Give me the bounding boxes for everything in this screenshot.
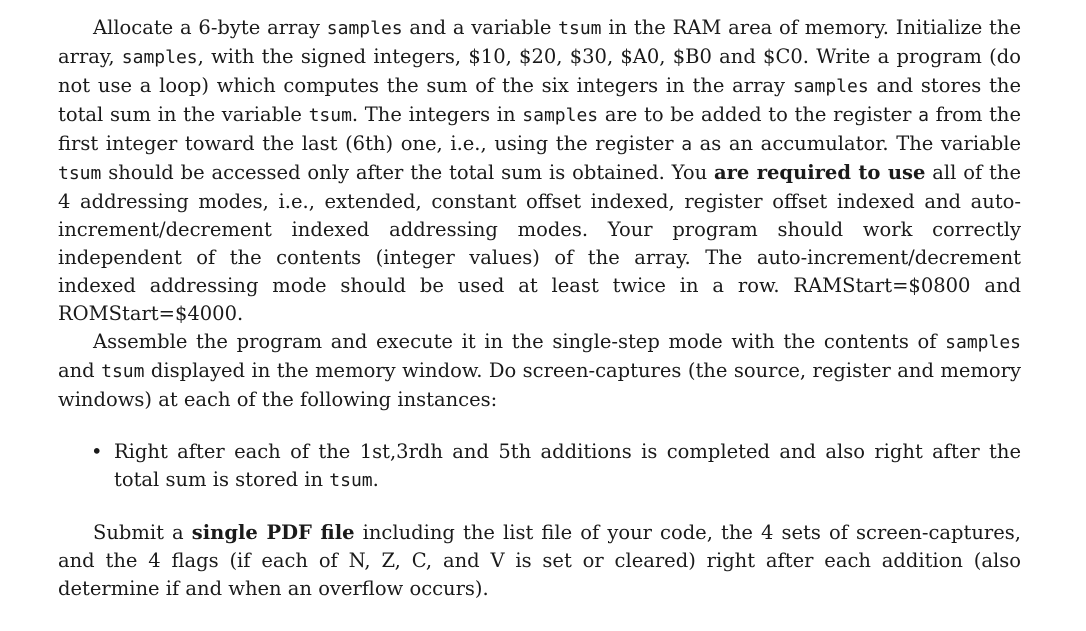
text-run: Allocate a 6-byte array	[93, 16, 327, 39]
submission-paragraph	[58, 519, 1021, 603]
text-run: Right after each of the 1st,3rdh and 5th additions is completed and also right after the total sum is stored in	[114, 440, 1021, 491]
code-tsum: tsum	[101, 361, 145, 382]
code-tsum: tsum	[58, 163, 102, 184]
code-samples: samples	[326, 18, 403, 39]
code-samples: samples	[945, 332, 1021, 353]
list-item	[58, 438, 1021, 495]
text-run: and	[58, 359, 102, 382]
bullet-icon: •	[91, 440, 103, 463]
code-tsum: tsum	[558, 18, 602, 39]
text-run: including the list file of your code, the 4 sets of screen-captures, and the 4 flags (if each of N, Z, C, and V is set or cleared) right after each addition (also determine if and when an overflow occurs).	[58, 521, 1021, 600]
code-samples: samples	[522, 105, 599, 126]
emphasis-required: are required to use	[714, 161, 926, 184]
procedure-paragraph	[58, 328, 1021, 414]
instructions-paragraph	[58, 14, 1021, 328]
text-run: are to be added to the register	[598, 103, 919, 126]
text-run: Assemble the program and execute it in the single-step mode with the contents of	[93, 330, 946, 353]
text-run: as an accumulator. The variable	[692, 132, 1021, 155]
code-register-a: a	[918, 105, 929, 126]
text-run: all of the 4 addressing modes, i.e., extended, constant offset indexed, register offset indexed and auto-increment/decrement indexed addressing modes. Your program should work correctly independent of the contents (integer values) of the array. The auto-increment/decrement indexed addressing mode should be used at least twice in a row. RAMStart=$0800 and ROMStart=$4000.	[58, 161, 1021, 325]
text-run: in the RAM area of memory. Initialize the array,	[58, 16, 1021, 68]
text-run: , with the signed integers, $10, $20, $30, $A0, $B0 and $C0. Write a program (do not use a loop) which computes the sum of the six integers in the array	[58, 45, 1022, 97]
text-run: and stores the total sum in the variable	[58, 74, 1022, 126]
text-run: .	[372, 468, 379, 491]
text-run: Submit a	[93, 521, 192, 544]
text-run: should be accessed only after the total sum is obtained. You	[101, 161, 714, 184]
code-tsum: tsum	[308, 105, 352, 126]
code-samples: samples	[121, 47, 198, 68]
text-run: displayed in the memory window. Do screen-captures (the source, register and memory windows) at each of the following instances:	[58, 359, 1021, 411]
code-register-a: a	[681, 134, 693, 155]
text-run: . The integers in	[351, 103, 523, 126]
emphasis-single-pdf: single PDF file	[191, 521, 355, 544]
code-samples: samples	[792, 76, 869, 97]
bullet-list	[58, 438, 1021, 495]
assignment-document	[58, 14, 1021, 603]
text-run: and a variable	[402, 16, 559, 39]
code-tsum: tsum	[329, 470, 373, 491]
text-run: from the first integer toward the last (6th) one, i.e., using the register	[58, 103, 1022, 155]
